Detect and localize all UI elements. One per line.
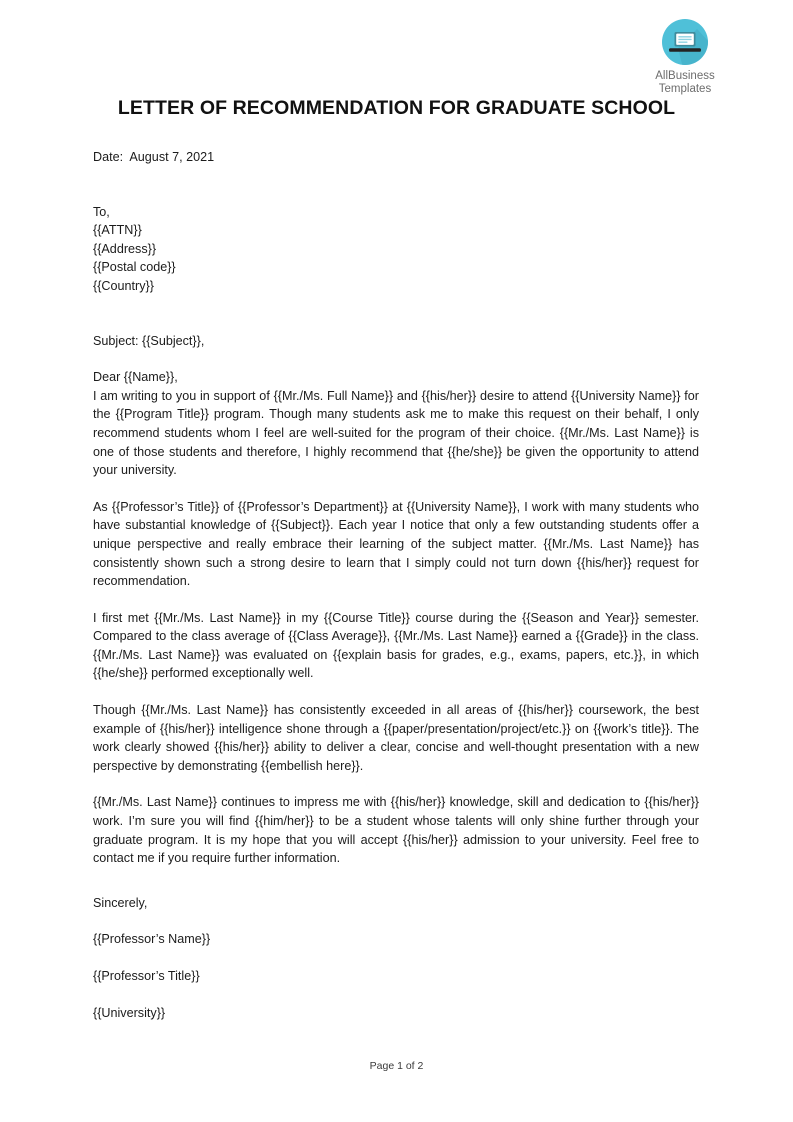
page-footer: Page 1 of 2 [369, 1060, 424, 1072]
signature-name: {{Professor’s Name}} [93, 932, 211, 947]
recipient-line-1: {{ATTN}} [93, 223, 142, 238]
recipient-line-2: {{Address}} [93, 241, 157, 256]
brand-name-line2: Templates [658, 83, 712, 95]
closing-block [93, 894, 699, 1022]
subject-line: Subject: {{Subject}}, [93, 333, 205, 348]
recipient-line-3: {{Postal code}} [93, 260, 176, 275]
page-title: LETTER OF RECOMMENDATION FOR GRADUATE SCHOOL [117, 97, 676, 119]
body-paragraph-4: Though {{Mr./Ms. Last Name}} has consistently exceeded in all areas of {{his/her}} coursework, the best example of {{his/her}} intelligence shone through a {{paper/presentation/project/etc.}} on {{work’s title}}. The work clearly showed {{his/her}} ability to deliver a clear, concise and well-thought presentation with a new perspective by demonstrating {{embellish here}}. [93, 703, 699, 773]
signature-title: {{Professor’s Title}} [93, 969, 200, 983]
brand-logo [625, 18, 745, 96]
recipient-line-4: {{Country}} [93, 278, 154, 293]
date-line: Date: August 7, 2021 [93, 150, 215, 164]
brand-name [625, 70, 745, 96]
signature-university: {{University}} [93, 1005, 166, 1020]
closing-salutation: Sincerely, [93, 895, 148, 910]
recipient-line-0: To, [93, 204, 110, 219]
brand-name-line1: AllBusiness [655, 70, 715, 82]
letter-body [93, 148, 699, 1022]
body-paragraph-2: As {{Professor’s Title}} of {{Professor’s Department}} at {{University Name}}, I work with many students who have substantial knowledge of {{Subject}}. Each year I notice that only a few outstanding students offer a unique perspective and really embrace their learning of the subject matter. {{Mr./Ms. Last Name}} has consistently shown such a strong desire to learn that I simply could not turn down {{his/her}} request for recommendation. [93, 499, 699, 589]
body-paragraph-5: {{Mr./Ms. Last Name}} continues to impress me with {{his/her}} knowledge, skill and dedication to {{his/her}} work. I’m sure you will find {{him/her}} to be a student whose talents will only shine further through your graduate program. It is my hope that you will accept {{his/her}} admission to your university. Feel free to contact me if you require further information. [93, 795, 699, 866]
body-paragraph-3: I first met {{Mr./Ms. Last Name}} in my {{Course Title}} course during the {{Season and Year}} semester. Compared to the class average of {{Class Average}}, {{Mr./Ms. Last Name}} earned a {{Grade}} in the class. {{Mr./Ms. Last Name}} was evaluated on {{explain basis for grades, e.g., exams, papers, etc.}}, in which {{he/she}} performed exceptionally well. [93, 610, 699, 681]
salutation-line: Dear {{Name}}, [93, 370, 178, 385]
laptop-icon [661, 18, 709, 66]
body-paragraph-1: I am writing to you in support of {{Mr./Ms. Full Name}} and {{his/her}} desire to attend {{University Name}} for the {{Program Title}} program. Though many students ask me to make this request on their behalf, I only recommend students whom I feel are well-suited for the program of their choice. {{Mr./Ms. Last Name}} is one of those students and therefore, I highly recommend that {{he/she}} be given the opportunity to attend your university. [93, 388, 699, 478]
